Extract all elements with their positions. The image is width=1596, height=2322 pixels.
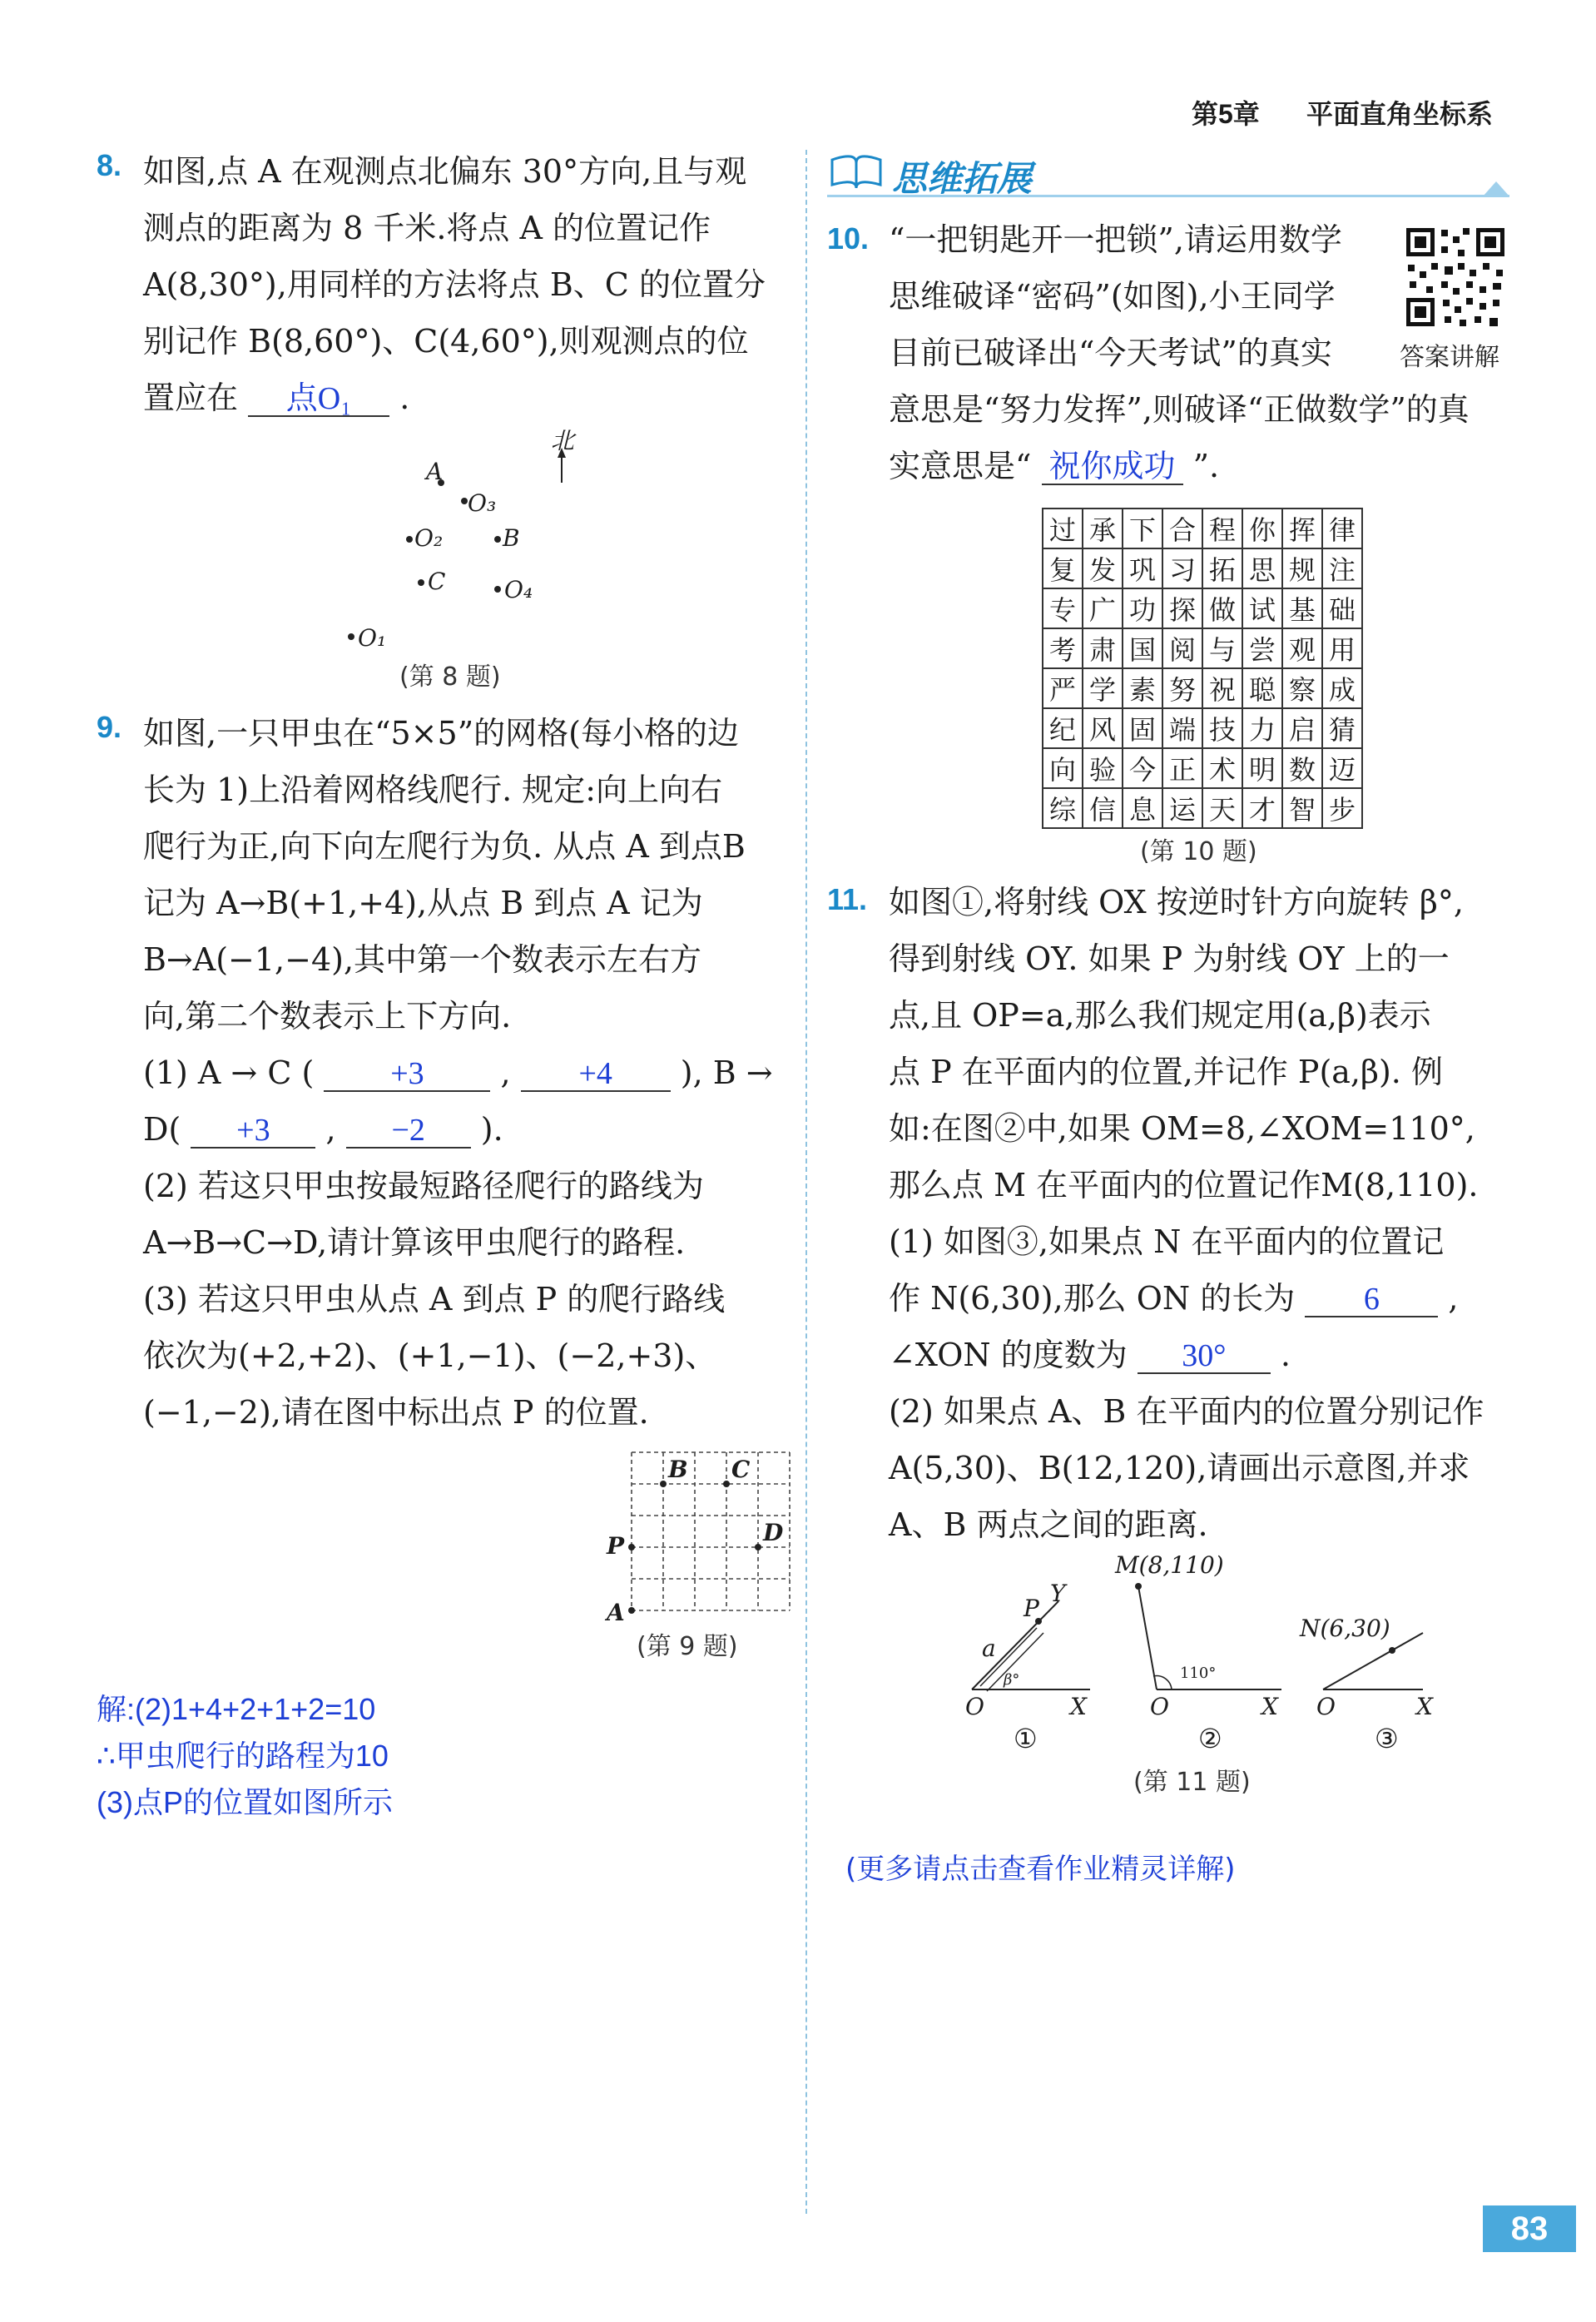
table-row [1043, 668, 1362, 708]
grid-label-c: C [731, 1456, 751, 1483]
q11-text [889, 874, 1484, 1553]
point-c-dot [418, 579, 424, 586]
grid-cell: 下 [1123, 509, 1162, 548]
q9-p1-sep: , [500, 1054, 511, 1091]
grid-cell: 启 [1282, 708, 1322, 748]
grid-cell: 息 [1123, 788, 1162, 828]
q9-line: 爬行为正,向下向左爬行为负. 从点 A 到点B [143, 828, 746, 865]
grid-label-a: A [607, 1599, 625, 1626]
fig1-y-label: Y [1050, 1580, 1066, 1607]
q9-answer-4: −2 [346, 1114, 471, 1149]
q9-answer-2: +4 [521, 1057, 671, 1092]
fig1-a-label: a [982, 1635, 996, 1662]
fig1-o-label: O [965, 1693, 984, 1720]
q9-part1-line1 [143, 1044, 773, 1101]
q9-p1-prefix2: D( [143, 1111, 181, 1148]
section-underline [827, 195, 1509, 197]
north-label: 北 [551, 427, 575, 454]
q10-line: 目前已破译出“今天考试”的真实 [889, 335, 1332, 371]
grid-cell: 力 [1242, 708, 1282, 748]
grid-cell: 础 [1322, 588, 1362, 628]
fig2-angle-label: 110° [1180, 1665, 1217, 1682]
q10-caption: (第 10 题) [1140, 837, 1257, 866]
q11-line: 如图①,将射线 OX 按逆时针方向旋转 β°, [889, 884, 1464, 920]
q9-answer-1: +3 [324, 1057, 490, 1092]
solution-line: ∴甲虫爬行的路程为10 [97, 1739, 389, 1773]
more-details-link[interactable]: (更多请点击查看作业精灵详解) [845, 1853, 1236, 1886]
grid-cell: 复 [1043, 548, 1083, 588]
grid-cell: 注 [1322, 548, 1362, 588]
grid-cell: 广 [1083, 588, 1123, 628]
q9-line: 长为 1)上沿着网格线爬行. 规定:向上向右 [143, 772, 723, 808]
grid-cell: 综 [1043, 788, 1083, 828]
grid-cell: 巩 [1123, 548, 1162, 588]
table-row [1043, 708, 1362, 748]
grid-cell: 素 [1123, 668, 1162, 708]
grid-cell: 术 [1202, 748, 1242, 788]
q8-answer: 点O₁ [248, 382, 389, 417]
grid-cell: 专 [1043, 588, 1083, 628]
qr-label: 答案讲解 [1400, 343, 1499, 372]
q9-line: 向,第二个数表示上下方向. [143, 998, 512, 1034]
point-o1-dot [348, 633, 354, 640]
point-b-dot [494, 536, 501, 543]
q10-line [889, 438, 1470, 494]
grid-cell: 过 [1043, 509, 1083, 548]
grid-cell: 功 [1123, 588, 1162, 628]
book-icon-svg [827, 151, 885, 191]
q9-line: B→A(−1,−4),其中第一个数表示左右方 [143, 941, 702, 978]
q10-prefix: 实意思是“ [889, 448, 1032, 484]
grid-cell: 国 [1123, 628, 1162, 668]
chapter-label: 第5章 [1192, 99, 1260, 129]
grid-cell: 迈 [1322, 748, 1362, 788]
fig2-m-label: M(8,110) [1115, 1551, 1224, 1579]
table-row [1043, 509, 1362, 548]
grid-label-b: B [668, 1456, 688, 1483]
grid-cell: 习 [1162, 548, 1202, 588]
q9-text [143, 705, 773, 1441]
grid-cell: 端 [1162, 708, 1202, 748]
grid-cell: 拓 [1202, 548, 1242, 588]
q9-part2-line: A→B→C→D,请计算该甲虫爬行的路程. [143, 1224, 686, 1261]
q9-part1-line2 [143, 1101, 773, 1158]
grid-point-a [628, 1607, 635, 1614]
q9-part3-line: (3) 若这只甲虫从点 A 到点 P 的爬行路线 [143, 1281, 726, 1317]
point-o4-label: O₄ [504, 576, 533, 603]
q8-suffix: . [399, 380, 410, 416]
grid-cell: 察 [1282, 668, 1322, 708]
section-title: 思维拓展 [892, 159, 1033, 198]
q11-p1-prefix2: ∠XON 的度数为 [889, 1337, 1128, 1373]
grid-cell: 才 [1242, 788, 1282, 828]
grid-cell: 运 [1162, 788, 1202, 828]
solution-line: 解:(2)1+4+2+1+2=10 [97, 1692, 376, 1726]
grid-cell: 技 [1202, 708, 1242, 748]
q10-number: 10. [827, 221, 870, 256]
grid-cell: 用 [1322, 628, 1362, 668]
q11-caption: (第 11 题) [1133, 1768, 1251, 1797]
grid-point-p [628, 1544, 635, 1550]
point-o1-label: O₁ [358, 624, 387, 652]
fig3-number: ③ [1375, 1723, 1399, 1754]
q11-part1-line [889, 1270, 1484, 1327]
grid-cell: 严 [1043, 668, 1083, 708]
grid-cell: 挥 [1282, 509, 1322, 548]
q8-line: 如图,点 A 在观测点北偏东 30°方向,且与观 [143, 153, 747, 190]
q11-p1-suffix: . [1280, 1337, 1291, 1373]
q11-answer-2: 30° [1138, 1339, 1271, 1374]
grid-cell: 今 [1123, 748, 1162, 788]
q11-p1-prefix: 作 N(6,30),那么 ON 的长为 [889, 1280, 1296, 1317]
q9-line: 记为 A→B(+1,+4),从点 B 到点 A 记为 [143, 885, 703, 921]
q11-answer-1: 6 [1305, 1283, 1438, 1317]
grid-cell: 规 [1282, 548, 1322, 588]
grid-cell: 纪 [1043, 708, 1083, 748]
grid-cell: 数 [1282, 748, 1322, 788]
grid-cell: 智 [1282, 788, 1322, 828]
q8-prefix: 置应在 [143, 380, 239, 416]
section-triangle-icon [1483, 181, 1509, 196]
point-o3-dot [461, 498, 468, 504]
grid-cell: 正 [1162, 748, 1202, 788]
q9-caption: (第 9 题) [637, 1632, 738, 1661]
grid-cell: 思 [1242, 548, 1282, 588]
fig3-n-label: N(6,30) [1300, 1615, 1390, 1642]
q11-line: 点,且 OP=a,那么我们规定用(a,β)表示 [889, 997, 1431, 1034]
point-a-label: A [426, 458, 444, 485]
q11-number: 11. [827, 882, 868, 916]
fig2-number: ② [1198, 1723, 1222, 1754]
q9-p1-suffix: ). [480, 1111, 503, 1148]
grid-label-d: D [763, 1519, 784, 1546]
grid-cell: 做 [1202, 588, 1242, 628]
q8-line: 别记作 B(8,60°)、C(4,60°),则观测点的位 [143, 323, 749, 360]
fig3-o-label: O [1316, 1693, 1336, 1720]
q10-line: 意思是“努力发挥”,则破译“正做数学”的真 [889, 391, 1470, 428]
q10-suffix: ”. [1192, 448, 1220, 484]
grid-cell: 发 [1083, 548, 1123, 588]
grid-cell: 承 [1083, 509, 1123, 548]
grid-point-b [660, 1481, 667, 1487]
table-row [1043, 588, 1362, 628]
grid-cell: 祝 [1202, 668, 1242, 708]
q11-part2-line: A(5,30)、B(12,120),请画出示意图,并求 [889, 1450, 1470, 1486]
q11-line: 得到射线 OY. 如果 P 为射线 OY 上的一 [889, 940, 1450, 977]
grid-cell: 试 [1242, 588, 1282, 628]
table-row [1043, 788, 1362, 828]
grid-cell: 观 [1282, 628, 1322, 668]
q10-text [889, 211, 1470, 494]
grid-cell: 固 [1123, 708, 1162, 748]
book-icon [827, 151, 885, 191]
point-b-label: B [503, 524, 520, 552]
solution-line: (3)点P的位置如图所示 [97, 1785, 394, 1819]
q9-figure [603, 1444, 795, 1669]
grid-cell: 合 [1162, 509, 1202, 548]
q9-line: 如图,一只甲虫在“5×5”的网格(每小格的边 [143, 715, 739, 752]
q11-line: 如:在图②中,如果 OM=8,∠XOM=110°, [889, 1110, 1475, 1147]
fig1-p-label: P [1024, 1595, 1039, 1622]
point-c-label: C [428, 568, 446, 595]
grid-cell: 律 [1322, 509, 1362, 548]
q8-figure [333, 427, 599, 707]
q8-line [143, 370, 766, 426]
grid-cell: 验 [1083, 748, 1123, 788]
qr-code-svg [1403, 225, 1508, 330]
point-o2-label: O₂ [414, 524, 444, 552]
q9-p1-prefix: (1) A → C ( [143, 1054, 315, 1091]
table-row [1043, 628, 1362, 668]
q9-p1-mid: ), B → [680, 1054, 773, 1091]
q11-figure [957, 1550, 1456, 1797]
grid-cell: 尝 [1242, 628, 1282, 668]
fig2-x-label: X [1261, 1693, 1278, 1720]
grid-cell: 你 [1242, 509, 1282, 548]
q11-part1-line: (1) 如图③,如果点 N 在平面内的位置记 [889, 1223, 1445, 1260]
grid-cell: 猜 [1322, 708, 1362, 748]
q10-line: 思维破译“密码”(如图),小王同学 [889, 278, 1336, 315]
q8-text [143, 143, 766, 426]
grid-cell: 基 [1282, 588, 1322, 628]
q8-number: 8. [97, 148, 122, 182]
grid-cell: 探 [1162, 588, 1202, 628]
cipher-table [1042, 508, 1363, 829]
q9-part2-line: (2) 若这只甲虫按最短路径爬行的路线为 [143, 1168, 704, 1204]
grid-cell: 步 [1322, 788, 1362, 828]
grid-cell: 学 [1083, 668, 1123, 708]
table-row [1043, 548, 1362, 588]
table-row [1043, 748, 1362, 788]
page-number: 83 [1483, 2205, 1576, 2252]
grid-cell: 向 [1043, 748, 1083, 788]
chapter-title: 平面直角坐标系 [1306, 99, 1494, 129]
q9-p1-sep2: , [325, 1111, 336, 1148]
column-divider [805, 150, 807, 2214]
grid-cell: 程 [1202, 509, 1242, 548]
q9-solution [97, 1686, 393, 1826]
q11-line: 点 P 在平面内的位置,并记作 P(a,β). 例 [889, 1054, 1443, 1090]
q11-line: 那么点 M 在平面内的位置记作M(8,110). [889, 1167, 1479, 1203]
grid-cell: 聪 [1242, 668, 1282, 708]
qr-code-icon[interactable] [1403, 225, 1508, 330]
grid-point-d [755, 1544, 761, 1550]
fig1-x-label: X [1070, 1693, 1087, 1720]
grid-cell: 信 [1083, 788, 1123, 828]
grid-cell: 阅 [1162, 628, 1202, 668]
q9-part3-line: (−1,−2),请在图中标出点 P 的位置. [143, 1394, 649, 1431]
q9-number: 9. [97, 710, 122, 744]
grid-cell: 天 [1202, 788, 1242, 828]
q11-part1-line [889, 1327, 1484, 1383]
point-o2-dot [406, 536, 413, 543]
q10-answer: 祝你成功 [1042, 450, 1183, 485]
grid-cell: 风 [1083, 708, 1123, 748]
q10-line: “一把钥匙开一把锁”,请运用数学 [889, 221, 1342, 258]
grid-cell: 与 [1202, 628, 1242, 668]
grid-cell: 肃 [1083, 628, 1123, 668]
q8-line: 测点的距离为 8 千米.将点 A 的位置记作 [143, 210, 711, 246]
point-o4-dot [494, 586, 501, 593]
q10-grid [1042, 508, 1363, 829]
fig1-number: ① [1014, 1723, 1038, 1754]
grid-label-p: P [607, 1532, 625, 1560]
q9-part3-line: 依次为(+2,+2)、(+1,−1)、(−2,+3)、 [143, 1337, 717, 1374]
grid-cell: 成 [1322, 668, 1362, 708]
q11-p1-comma: , [1448, 1280, 1459, 1317]
q11-part2-line: (2) 如果点 A、B 在平面内的位置分别记作 [889, 1393, 1484, 1430]
q8-line: A(8,30°),用同样的方法将点 B、C 的位置分 [143, 266, 766, 303]
grid-point-c [723, 1481, 730, 1487]
q11-part2-line: A、B 两点之间的距离. [889, 1506, 1208, 1543]
grid-cell: 考 [1043, 628, 1083, 668]
q8-caption: (第 8 题) [399, 662, 501, 692]
fig1-beta-label: β° [1004, 1671, 1020, 1689]
point-o3-label: O₃ [468, 489, 497, 517]
fig3-x-label: X [1416, 1693, 1433, 1720]
q9-answer-3: +3 [191, 1114, 315, 1149]
fig2-o-label: O [1150, 1693, 1169, 1720]
grid-cell: 努 [1162, 668, 1202, 708]
grid-cell: 明 [1242, 748, 1282, 788]
